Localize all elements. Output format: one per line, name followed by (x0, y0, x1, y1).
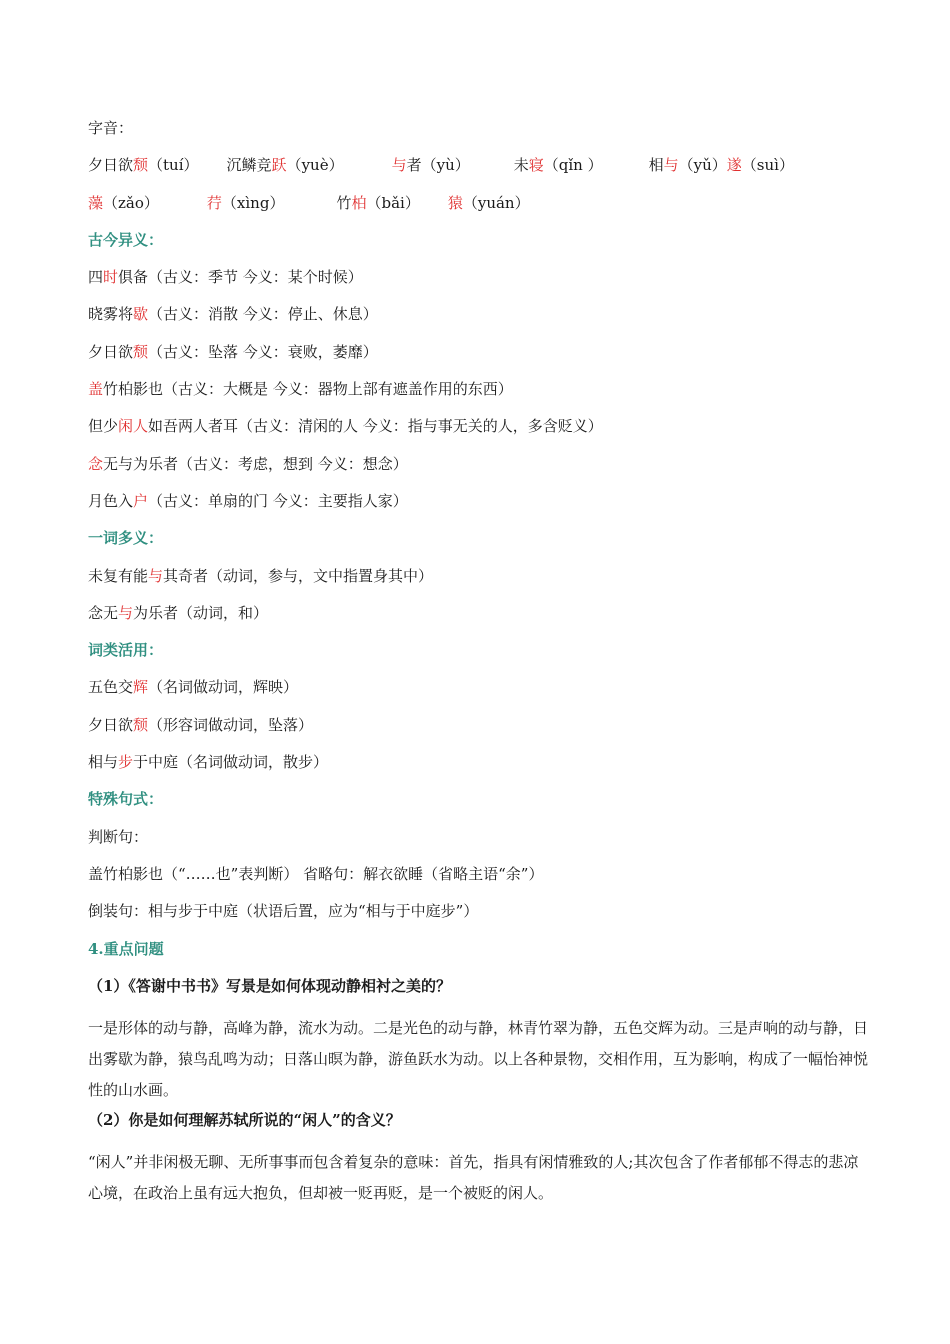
pron-item: 未寝（qǐn ） (513, 156, 603, 175)
pron-item: 荇（xìng） (206, 193, 285, 212)
key-questions-heading: 4.重点问题 (88, 939, 164, 958)
syntax-judgment: 判断句： (88, 827, 149, 846)
pron-item: 沉鳞竞跃（yuè） (226, 156, 344, 175)
archaic-heading: 古今异义： (88, 230, 164, 249)
pronunciation-row-2 (88, 193, 868, 213)
archaic-item: 盖竹柏影也（古义：大概是 今义：器物上部有遮盖作用的东西） (88, 380, 513, 399)
answer-2: “闲人”并非闲极无聊、无所事事而包含着复杂的意味：首先，指具有闲情雅致的人;其次包含了作者郁郁不得志的悲凉心境，在政治上虽有远大抱负，但却被一贬再贬，是一个被贬的闲人。 (88, 1153, 859, 1203)
pron-item: 猿（yuán） (447, 193, 530, 212)
polysemy-item: 未复有能与其奇者（动词，参与，文中指置身其中） (88, 566, 434, 585)
pron-item: 相与（yǔ） (648, 156, 727, 175)
archaic-item: 夕日欲颓（古义：坠落 今义：衰败，萎靡） (88, 342, 378, 361)
archaic-item: 月色入户（古义：单扇的门 今义：主要指人家） (88, 491, 408, 510)
archaic-item: 但少闲人如吾两人者耳（古义：清闲的人 今义：指与事无关的人，多含贬义） (88, 417, 603, 436)
pron-item: 竹柏（bǎi） (336, 193, 420, 212)
question-2: （2）你是如何理解苏轼所说的“闲人”的含义？ (88, 1111, 401, 1130)
conversion-item: 夕日欲颓（形容词做动词，坠落） (88, 715, 314, 734)
question-1: （1）《答谢中书书》写景是如何体现动静相衬之美的？ (88, 976, 451, 995)
conversion-heading: 词类活用： (88, 641, 164, 660)
archaic-item: 四时俱备（古义：季节 今义：某个时候） (88, 268, 363, 287)
polysemy-heading: 一词多义： (88, 529, 164, 548)
polysemy-item: 念无与为乐者（动词，和） (88, 603, 269, 622)
pronunciation-row-1 (88, 155, 868, 175)
syntax-inversion: 倒装句：相与步于中庭（状语后置，应为“相与于中庭步”） (88, 902, 479, 921)
pron-item: 与者（yù） (391, 156, 470, 175)
archaic-item: 晓雾将歇（古义：消散 今义：停止、休息） (88, 305, 378, 324)
conversion-item: 五色交辉（名词做动词，辉映） (88, 678, 299, 697)
pron-item: 藻（zǎo） (88, 193, 159, 212)
syntax-heading: 特殊句式： (88, 790, 164, 809)
pronunciation-heading: 字音： (88, 119, 134, 137)
pron-item: 夕日欲颓（tuí） (88, 156, 199, 175)
archaic-item: 念无与为乐者（古义：考虑，想到 今义：想念） (88, 454, 408, 473)
conversion-item: 相与步于中庭（名词做动词，散步） (88, 753, 329, 772)
pron-item: 遂（suì） (726, 156, 794, 175)
syntax-omission: 盖竹柏影也（“……也”表判断） 省略句：解衣欲睡（省略主语“余”） (88, 864, 544, 883)
answer-1: 一是形体的动与静，高峰为静，流水为动。二是光色的动与静，林青竹翠为静，五色交辉为动。三是声响的动与静，日出雾歇为静，猿鸟乱鸣为动；日落山暝为静，游鱼跃水为动。以上各种景物，交相作用，互为影响，构成了一幅怡神悦性的山水画。 (88, 1019, 869, 1100)
document-page (88, 118, 868, 1213)
